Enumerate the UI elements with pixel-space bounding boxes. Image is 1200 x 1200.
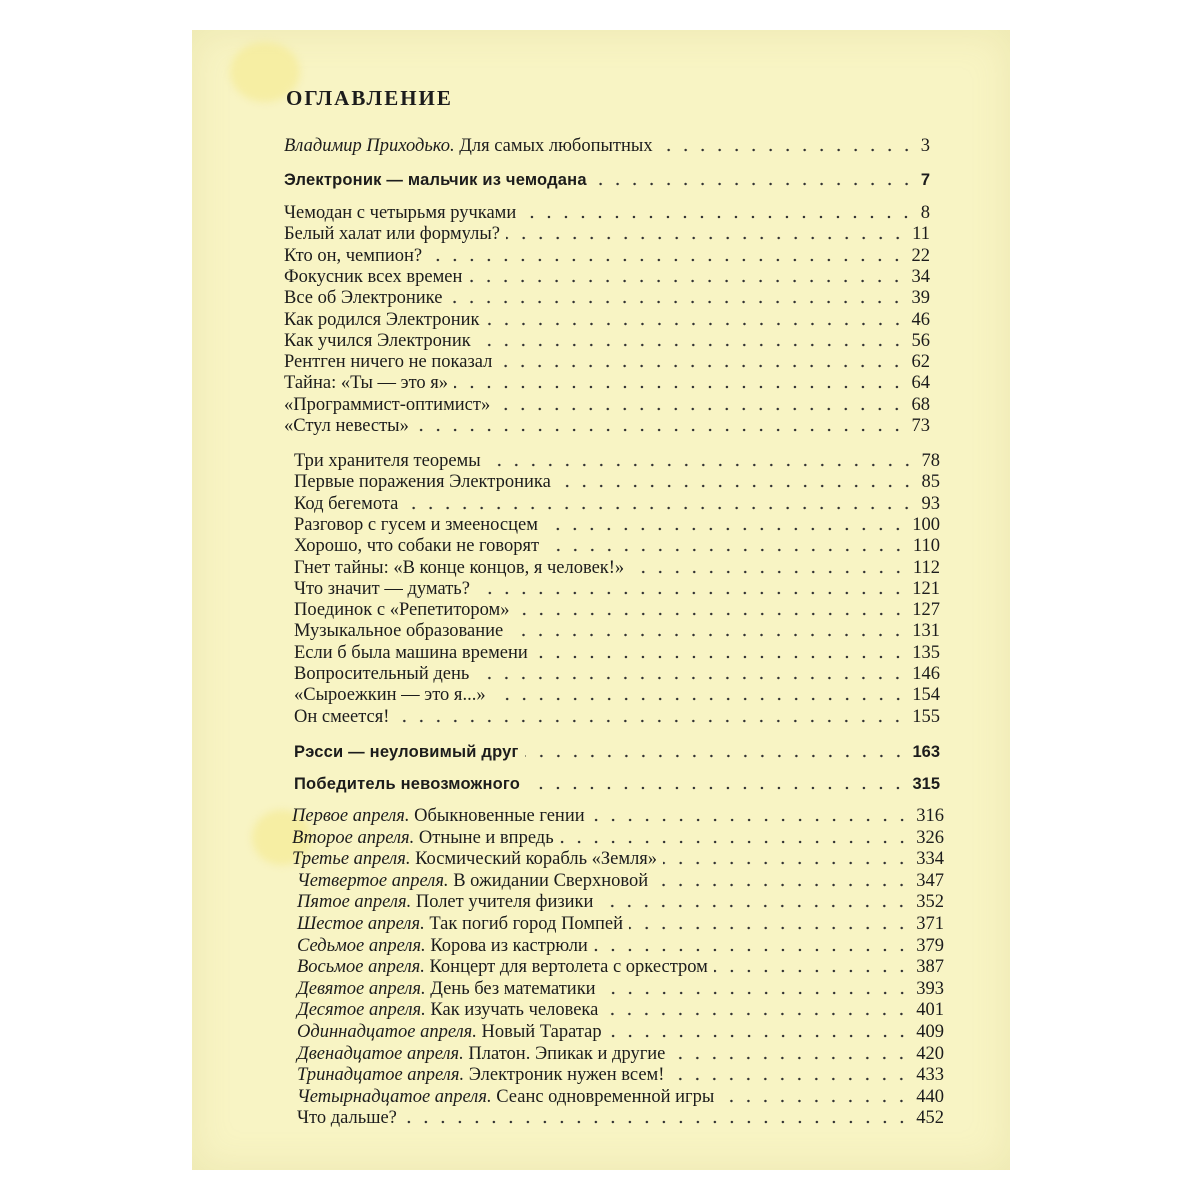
- toc-part[interactable]: [294, 741, 940, 763]
- toc-entry-page: 401: [916, 1000, 944, 1021]
- toc-entry-page: 112: [912, 557, 940, 578]
- toc-entry-page: 452: [916, 1108, 944, 1129]
- toc-entry-title: [297, 935, 588, 957]
- leader-dots: [415, 428, 906, 432]
- toc-entry-title: Все об Электронике: [284, 288, 443, 309]
- preface-author: Владимир Приходько.: [284, 136, 455, 156]
- leader-dots: [714, 969, 910, 973]
- toc-entry-subtitle: Электроник нужен всем!: [464, 1065, 665, 1086]
- toc-entry[interactable]: [297, 1043, 944, 1065]
- toc-entry[interactable]: [294, 663, 940, 685]
- leader-dots: [557, 484, 916, 488]
- leader-dots: [670, 1077, 910, 1081]
- leader-dots: [594, 948, 910, 952]
- toc-entry-page: 347: [916, 870, 944, 891]
- toc-entry[interactable]: [284, 287, 930, 309]
- toc-part-title: Электроник — мальчик из чемодана: [284, 171, 587, 189]
- toc-entry[interactable]: [284, 351, 930, 373]
- toc-entry-title: Вопросительный день: [294, 664, 470, 684]
- toc-entry-page: 110: [912, 536, 940, 557]
- toc-entry-page: 3: [920, 136, 930, 156]
- toc-entry-page: 135: [912, 642, 940, 663]
- toc-entry-subtitle: Полет учителя физики: [411, 892, 594, 913]
- toc-preface[interactable]: [284, 135, 930, 157]
- toc-entry-title: [297, 1021, 602, 1043]
- toc-entry-title: [297, 891, 593, 913]
- toc-entry[interactable]: [294, 642, 940, 664]
- toc-entry-page: 46: [911, 309, 930, 330]
- toc-entry-page: 11: [912, 224, 930, 245]
- toc-entry[interactable]: [297, 978, 944, 1000]
- leader-dots: [591, 818, 911, 822]
- toc-entry[interactable]: [292, 805, 944, 827]
- toc-entry-page: 131: [912, 621, 940, 642]
- leader-dots: [475, 676, 906, 680]
- toc-entry-title: [292, 805, 585, 827]
- toc-entry-day: Третье апреля.: [292, 849, 411, 870]
- leader-dots: [608, 1034, 911, 1038]
- toc-entry-title: [292, 827, 554, 849]
- leader-dots: [448, 300, 905, 304]
- leader-dots: [477, 343, 906, 347]
- toc-entry-title: Тайна: «Ты — это я»: [284, 373, 449, 394]
- toc-entry-title: Фокусник всех времен: [284, 266, 463, 287]
- leader-dots: [476, 591, 906, 595]
- leader-dots: [534, 655, 906, 659]
- leader-dots: [454, 385, 905, 389]
- toc-entry-page: 62: [911, 352, 930, 373]
- toc-entry-page: 78: [921, 451, 940, 471]
- toc-entry[interactable]: [284, 394, 930, 416]
- leader-dots: [659, 148, 915, 152]
- toc-entry[interactable]: [297, 913, 944, 935]
- leader-dots: [516, 612, 907, 616]
- toc-entry-page: 387: [916, 957, 944, 978]
- toc-entry-page: 316: [916, 806, 944, 826]
- toc-entry[interactable]: [294, 706, 940, 728]
- toc-entry-page: 334: [916, 849, 944, 870]
- toc-entry-page: 440: [916, 1086, 944, 1107]
- toc-entry-page: 85: [921, 472, 940, 493]
- leader-dots: [395, 719, 906, 723]
- leader-dots: [629, 926, 910, 930]
- toc-entry[interactable]: [297, 1107, 944, 1129]
- toc-entry-day: Второе апреля.: [292, 827, 415, 848]
- toc-entry-day: Десятое апреля.: [297, 1000, 426, 1021]
- toc-entry-title: Музыкальное образование: [294, 621, 504, 642]
- toc-entry[interactable]: [294, 535, 940, 557]
- toc-entry-title: Что дальше?: [297, 1108, 397, 1129]
- leader-dots: [506, 236, 906, 240]
- toc-entry[interactable]: [294, 599, 940, 621]
- toc-entry-page: 100: [912, 514, 940, 535]
- toc-entry-title: [297, 1064, 664, 1086]
- toc-part[interactable]: [294, 773, 940, 795]
- leader-dots: [404, 506, 915, 510]
- toc-entry-subtitle: Как изучать человека: [425, 1000, 599, 1021]
- toc-entry-title: Рентген ничего не показал: [284, 352, 493, 373]
- toc-entry[interactable]: [297, 870, 944, 892]
- toc-entry-day: Тринадцатое апреля.: [297, 1065, 465, 1086]
- toc-entry-title: [297, 956, 708, 978]
- leader-dots: [545, 548, 907, 552]
- toc-entry-title: Поединок с «Репетитором»: [294, 600, 510, 621]
- toc-entry[interactable]: [294, 557, 940, 579]
- leader-dots: [526, 786, 906, 790]
- toc-entry[interactable]: [297, 1021, 944, 1043]
- toc-entry[interactable]: [292, 848, 944, 870]
- toc-entry-subtitle: Обыкновенные гении: [409, 806, 585, 826]
- toc-entry-title: [292, 848, 657, 870]
- toc-entry-page: 93: [921, 493, 940, 514]
- toc-entry-day: Шестое апреля.: [297, 914, 425, 934]
- toc-entry-title: [297, 1043, 665, 1065]
- toc-entry-title: Хорошо, что собаки не говорят: [294, 536, 540, 557]
- toc-entry-page: 68: [911, 394, 930, 415]
- toc-entry-title: Гнет тайны: «В конце концов, я человек!»: [294, 557, 625, 578]
- toc-entry[interactable]: [284, 266, 930, 288]
- toc-entry-title: Кто он, чемпион?: [284, 245, 423, 266]
- leader-dots: [671, 1056, 910, 1060]
- toc-entry[interactable]: [284, 223, 930, 245]
- toc-entry-title: Чемодан с четырьмя ручками: [284, 203, 517, 223]
- toc-entry[interactable]: [297, 891, 944, 913]
- toc-entry-page: 22: [911, 245, 930, 266]
- toc-entry-title: Первые поражения Электроника: [294, 472, 551, 493]
- toc-entry-page: 34: [911, 266, 930, 287]
- toc-entry-title: «Сыроежкин — это я...»: [294, 685, 486, 706]
- toc-entry[interactable]: [294, 471, 940, 493]
- toc-entry-subtitle: Космический корабль «Земля»: [410, 849, 658, 870]
- toc-entry-day: Четырнадцатое апреля.: [297, 1086, 492, 1107]
- toc-entry-title: Код бегемота: [294, 493, 399, 514]
- leader-dots: [560, 840, 911, 844]
- leader-dots: [468, 279, 905, 283]
- toc-entry-title: «Программист-оптимист»: [284, 394, 491, 415]
- toc-entry-title: [297, 913, 623, 935]
- toc-entry-day: Одиннадцатое апреля.: [297, 1022, 477, 1042]
- toc-entry-page: 7: [920, 171, 930, 189]
- toc-entry-page: 8: [920, 203, 930, 223]
- toc-entry-page: 146: [912, 664, 940, 684]
- toc-entry-subtitle: Отныне и впредь: [414, 827, 554, 848]
- toc-entry-title: Что значит — думать?: [294, 578, 470, 599]
- leader-dots: [654, 883, 910, 887]
- leader-dots: [599, 904, 910, 908]
- toc-entry[interactable]: [284, 309, 930, 331]
- toc-entry-subtitle: Платон. Эпикак и другие: [463, 1043, 666, 1064]
- page-title: ОГЛАВЛЕНИЕ: [286, 86, 453, 110]
- toc-entry-subtitle: День без математики: [425, 978, 596, 999]
- toc-entry[interactable]: [294, 514, 940, 536]
- toc-entry[interactable]: [284, 372, 930, 394]
- toc-entry-subtitle: В ожидании Сверхновой: [448, 870, 649, 891]
- leader-dots: [492, 697, 907, 701]
- leader-dots: [509, 633, 906, 637]
- toc-entry-page: 326: [916, 827, 944, 848]
- toc-entry-page: 409: [916, 1022, 944, 1042]
- toc-entry-subtitle: Концерт для вертолета с оркестром: [424, 957, 708, 978]
- toc-entry[interactable]: [284, 245, 930, 267]
- toc-entry[interactable]: [294, 684, 940, 706]
- toc-entry-page: 64: [911, 373, 930, 394]
- leader-dots: [428, 258, 905, 262]
- leader-dots: [522, 215, 914, 219]
- toc-entry[interactable]: [297, 1086, 944, 1108]
- toc-entry-title: Он смеется!: [294, 706, 390, 727]
- toc-entry-title: «Стул невесты»: [284, 416, 409, 436]
- toc-entry-title: Как родился Электроник: [284, 309, 480, 330]
- toc-entry-day: Седьмое апреля.: [297, 935, 426, 956]
- toc-entry-subtitle: Сеанс одновременной игры: [491, 1086, 715, 1107]
- toc-entry[interactable]: [294, 493, 940, 515]
- toc-entry-title: [297, 870, 648, 892]
- toc-entry-subtitle: Новый Таратар: [476, 1022, 602, 1042]
- leader-dots: [593, 182, 915, 186]
- toc-entry-page: 73: [911, 416, 930, 436]
- toc-entry-page: 121: [912, 578, 940, 599]
- toc-entry-page: 56: [911, 330, 930, 351]
- toc-entry-title: Три хранителя теоремы: [294, 451, 481, 471]
- toc-entry[interactable]: [284, 330, 930, 352]
- toc-entry-day: Девятое апреля.: [297, 978, 426, 999]
- toc-part[interactable]: [284, 169, 930, 191]
- toc-entry-day: Первое апреля.: [292, 806, 410, 826]
- toc-entry-title: Как учился Электроник: [284, 330, 471, 351]
- toc-entry-page: 127: [912, 600, 940, 621]
- toc-entry[interactable]: [284, 415, 930, 437]
- toc-entry[interactable]: [292, 827, 944, 849]
- toc-entry-page: 39: [911, 288, 930, 309]
- toc-entry-title: Разговор с гусем и змееносцем: [294, 514, 538, 535]
- toc-entry[interactable]: [297, 999, 944, 1021]
- toc-entry-page: 393: [916, 978, 944, 999]
- toc-entry-page: 379: [916, 935, 944, 956]
- leader-dots: [496, 407, 905, 411]
- toc-entry-day: Пятое апреля.: [297, 892, 412, 913]
- toc-entry-title: [297, 1086, 714, 1108]
- preface-title: Для самых любопытных: [454, 136, 653, 156]
- leader-dots: [602, 991, 911, 995]
- leader-dots: [604, 1012, 910, 1016]
- toc-entry-page: 315: [912, 775, 940, 793]
- toc-entry[interactable]: [294, 450, 940, 472]
- leader-dots: [403, 1120, 910, 1124]
- toc-entry-page: 433: [916, 1065, 944, 1086]
- leader-dots: [525, 754, 907, 758]
- leader-dots: [630, 570, 907, 574]
- leader-dots: [663, 861, 910, 865]
- leader-dots: [486, 322, 906, 326]
- toc-entry[interactable]: [294, 620, 940, 642]
- toc-entry-title: Если б была машина времени: [294, 642, 528, 663]
- toc-entry-page: 371: [916, 914, 944, 934]
- toc-entry[interactable]: [297, 1064, 944, 1086]
- toc-entry-page: 352: [916, 892, 944, 913]
- toc-entry-page: 155: [912, 706, 940, 727]
- toc-entry-subtitle: Так погиб город Помпей: [424, 914, 624, 934]
- toc-entry-day: Восьмое апреля.: [297, 957, 425, 978]
- toc-entry-day: Четвертое апреля.: [297, 870, 449, 891]
- toc-entry-title: [297, 999, 598, 1021]
- toc-entry-page: 154: [912, 685, 940, 706]
- toc-entry-page: 163: [912, 743, 940, 761]
- leader-dots: [498, 364, 905, 368]
- toc-entry-title: [284, 135, 653, 157]
- leader-dots: [720, 1099, 910, 1103]
- toc-entry[interactable]: [297, 935, 944, 957]
- toc-entry[interactable]: [294, 578, 940, 600]
- toc-entry[interactable]: [284, 202, 930, 224]
- toc-entry-title: [297, 978, 596, 1000]
- leader-dots: [544, 527, 906, 531]
- toc-entry-subtitle: Корова из кастрюли: [425, 935, 588, 956]
- toc-entry[interactable]: [297, 956, 944, 978]
- toc-entry-page: 420: [916, 1043, 944, 1064]
- toc-part-title: Победитель невозможного: [294, 775, 521, 793]
- toc-entry-day: Двенадцатое апреля.: [297, 1043, 464, 1064]
- leader-dots: [487, 463, 916, 467]
- toc-part-title: Рэсси — неуловимый друг: [294, 743, 519, 761]
- toc-entry-title: Белый халат или формулы?: [284, 224, 500, 245]
